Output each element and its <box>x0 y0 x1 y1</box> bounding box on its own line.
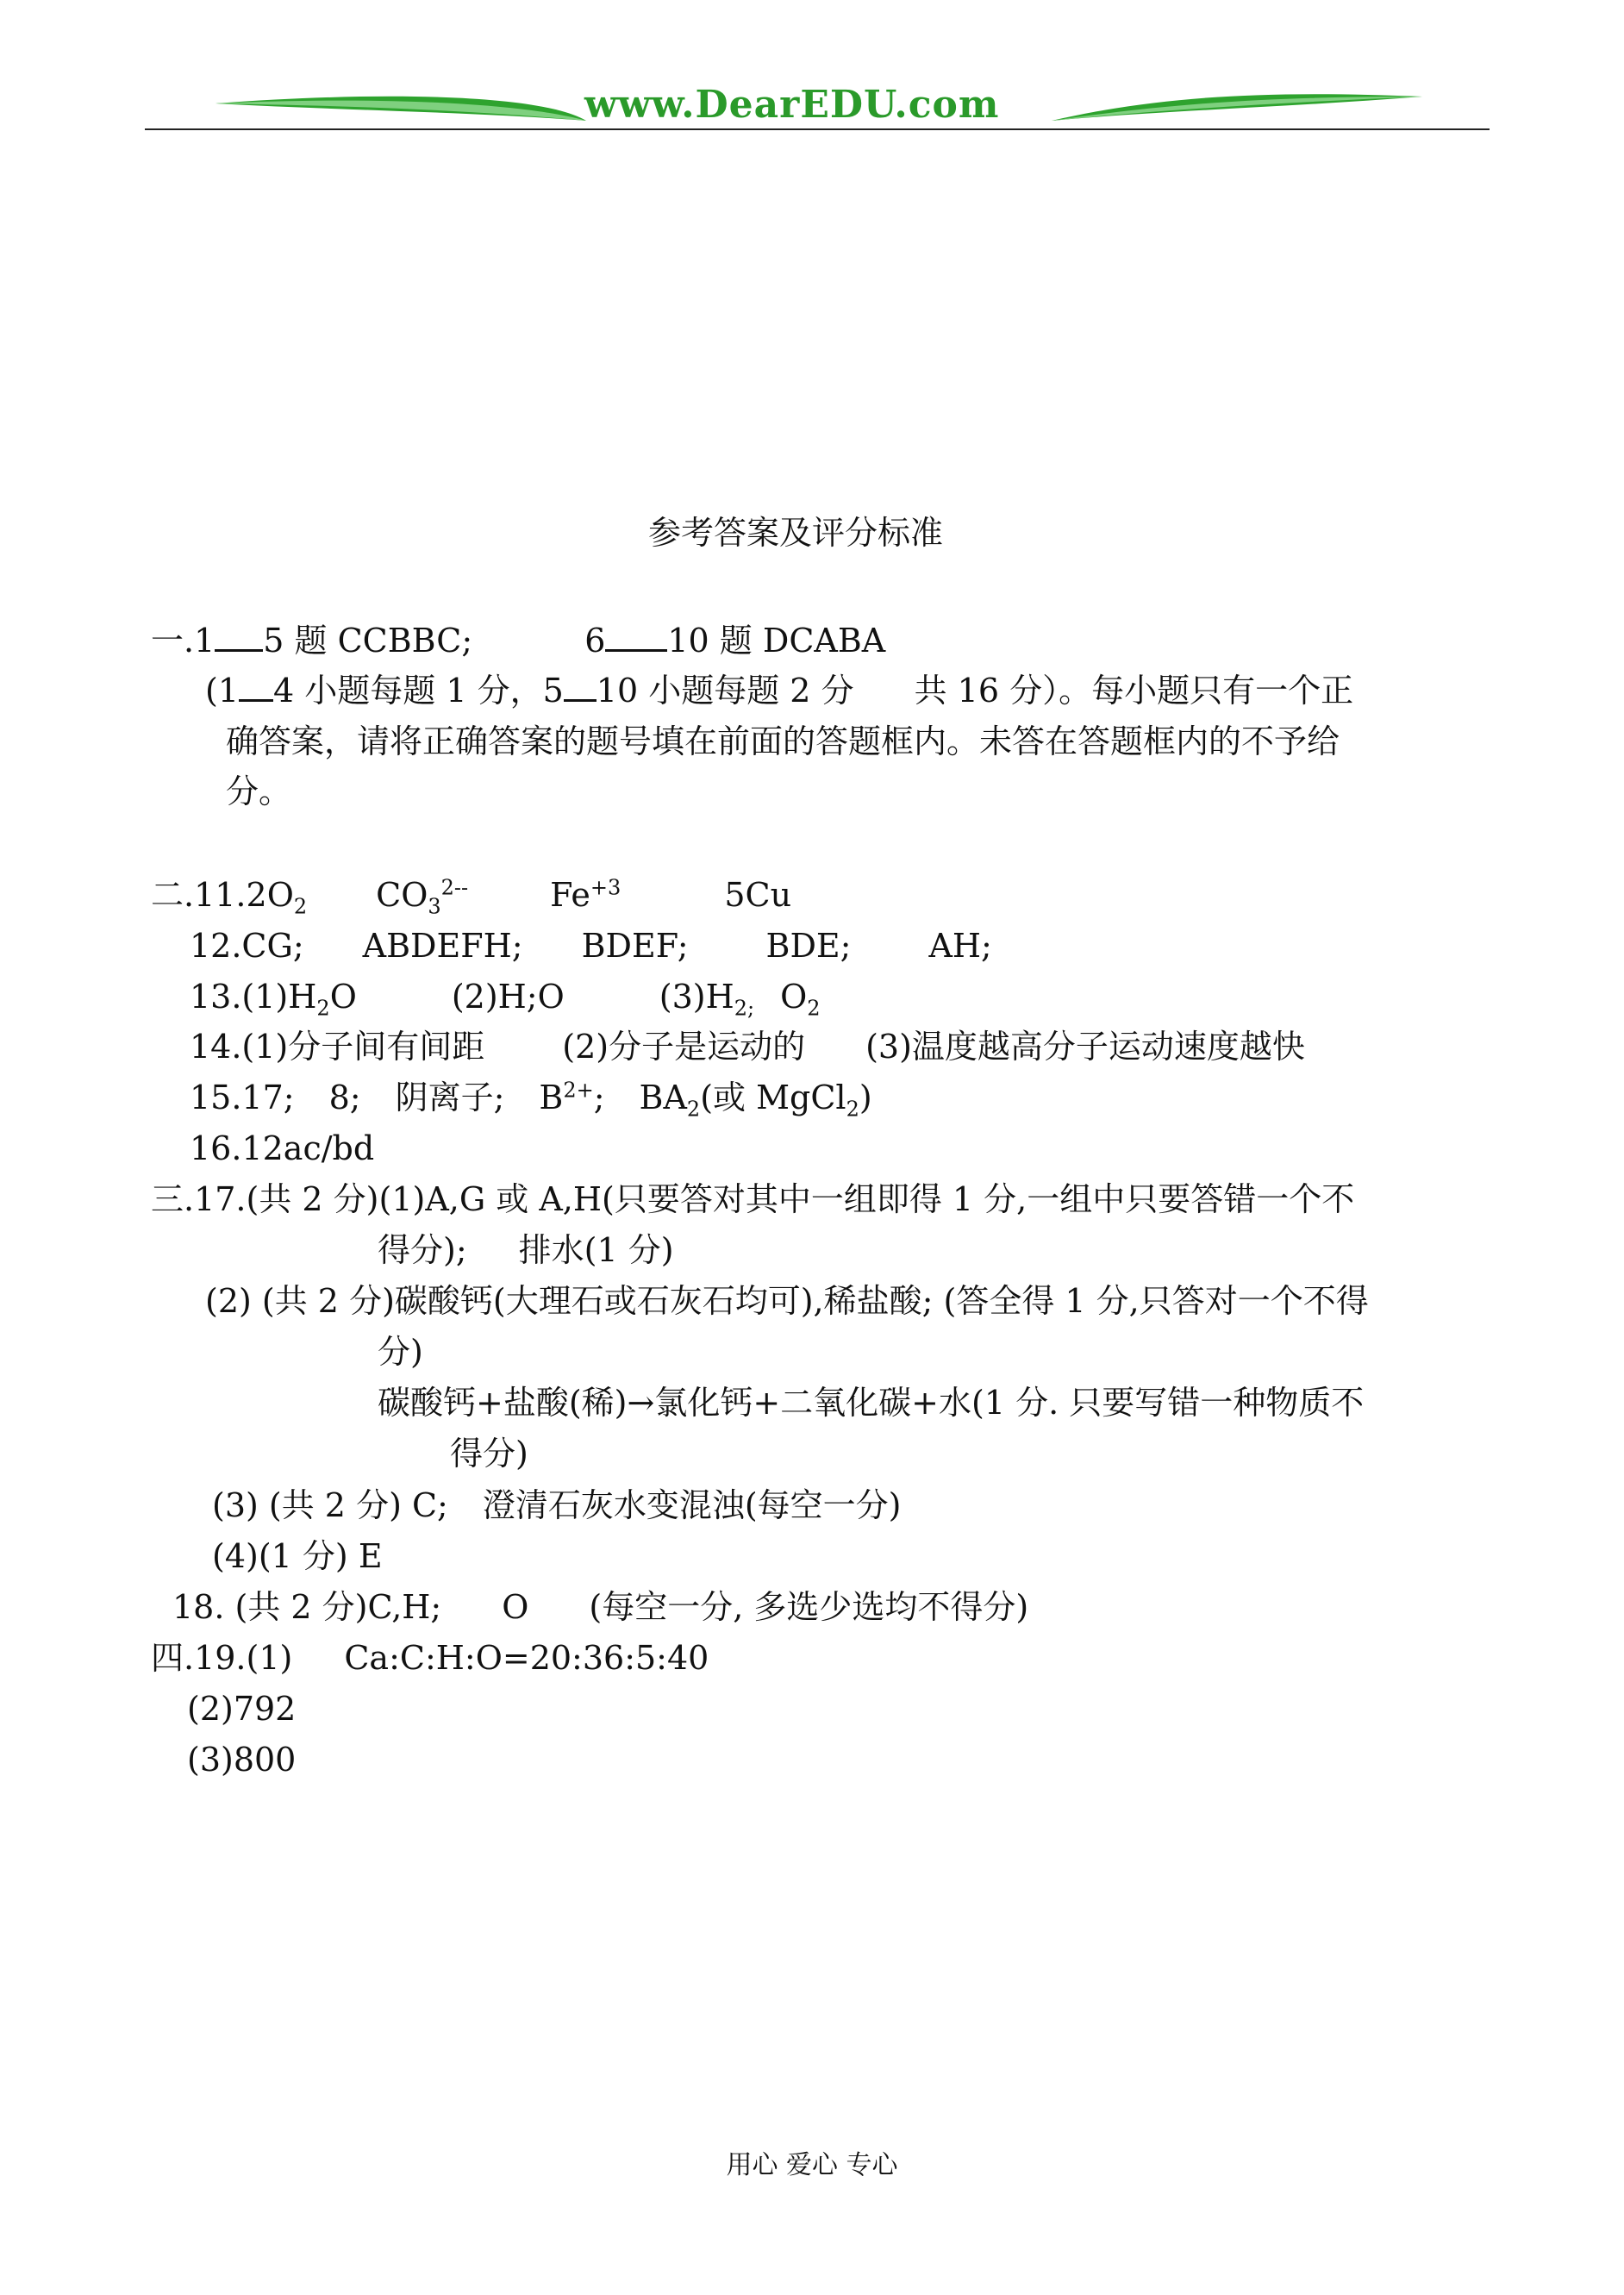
site-logo-text: www.DearEDU.com <box>584 83 1000 127</box>
section1-note-line3: 分。 <box>226 772 292 810</box>
q17-2-line4: 得分) <box>450 1435 528 1473</box>
q19-1-line: 四.19.(1) Ca:C:H:O=20:36:5:40 <box>151 1639 709 1677</box>
q15-line: 15.17; 8; 阴离子; $B^{2+}$; $BA_2$(或 MgCl$_2$) <box>190 1078 872 1122</box>
q17-1-line2: 得分); 排水(1 分) <box>378 1231 674 1269</box>
q14-line: 14.(1)分子间有间距 (2)分子是运动的 (3)温度越高分子运动速度越快 <box>190 1028 1305 1066</box>
q16-line: 16.12ac/bd <box>190 1129 375 1167</box>
q17-1-line1: 三.17.(共 2 分)(1)A,G 或 A,H(只要答对其中一组即得 1 分,一组中只要答错一个不 <box>151 1180 1355 1218</box>
page-title: 参考答案及评分标准 <box>648 514 944 552</box>
q17-2-line1: (2) (共 2 分)碳酸钙(大理石或石灰石均可),稀盐酸; (答全得 1 分,只答对一个不得 <box>205 1282 1369 1320</box>
q12-line: 12.CG; ABDEFH; BDEF; BDE; AH; <box>190 927 992 965</box>
section1-note-line2: 确答案，请将正确答案的题号填在前面的答题框内。未答在答题框内的不予给 <box>226 722 1340 760</box>
q13-line: $13.(1)H_2O$ (2)H;O $(3)H_{2;}$ $O_2$ <box>190 978 821 1021</box>
header-divider <box>145 128 1490 130</box>
page-footer: 用心 爱心 专心 <box>726 2150 898 2180</box>
q18-line: 18. (共 2 分)C,H; O (每空一分, 多选少选均不得分) <box>172 1588 1029 1626</box>
q17-2-line2: 分) <box>378 1333 423 1371</box>
q11-line: 二$.11.2O_2$ $CO_3^{2--}$ $Fe^{+3}$ 5Cu <box>151 875 792 919</box>
q17-3-line: (3) (共 2 分) C; 澄清石灰水变混浊(每空一分) <box>212 1486 902 1524</box>
section1-note-line1: (1 4 小题每题 1 分，5 10 小题每题 2 分 共 16 分）。每小题只有一个正 <box>205 672 1354 710</box>
q17-4-line: (4)(1 分) E <box>212 1537 383 1575</box>
q19-2-line: (2)792 <box>187 1690 297 1728</box>
q17-2-line3: 碳酸钙+盐酸(稀)→氯化钙+二氧化碳+水(1 分. 只要写错一种物质不 <box>378 1384 1365 1422</box>
q19-3-line: (3)800 <box>187 1741 297 1779</box>
section1-line1: 一.1 5 题 CCBBC; 6 10 题 DCABA <box>151 622 886 660</box>
